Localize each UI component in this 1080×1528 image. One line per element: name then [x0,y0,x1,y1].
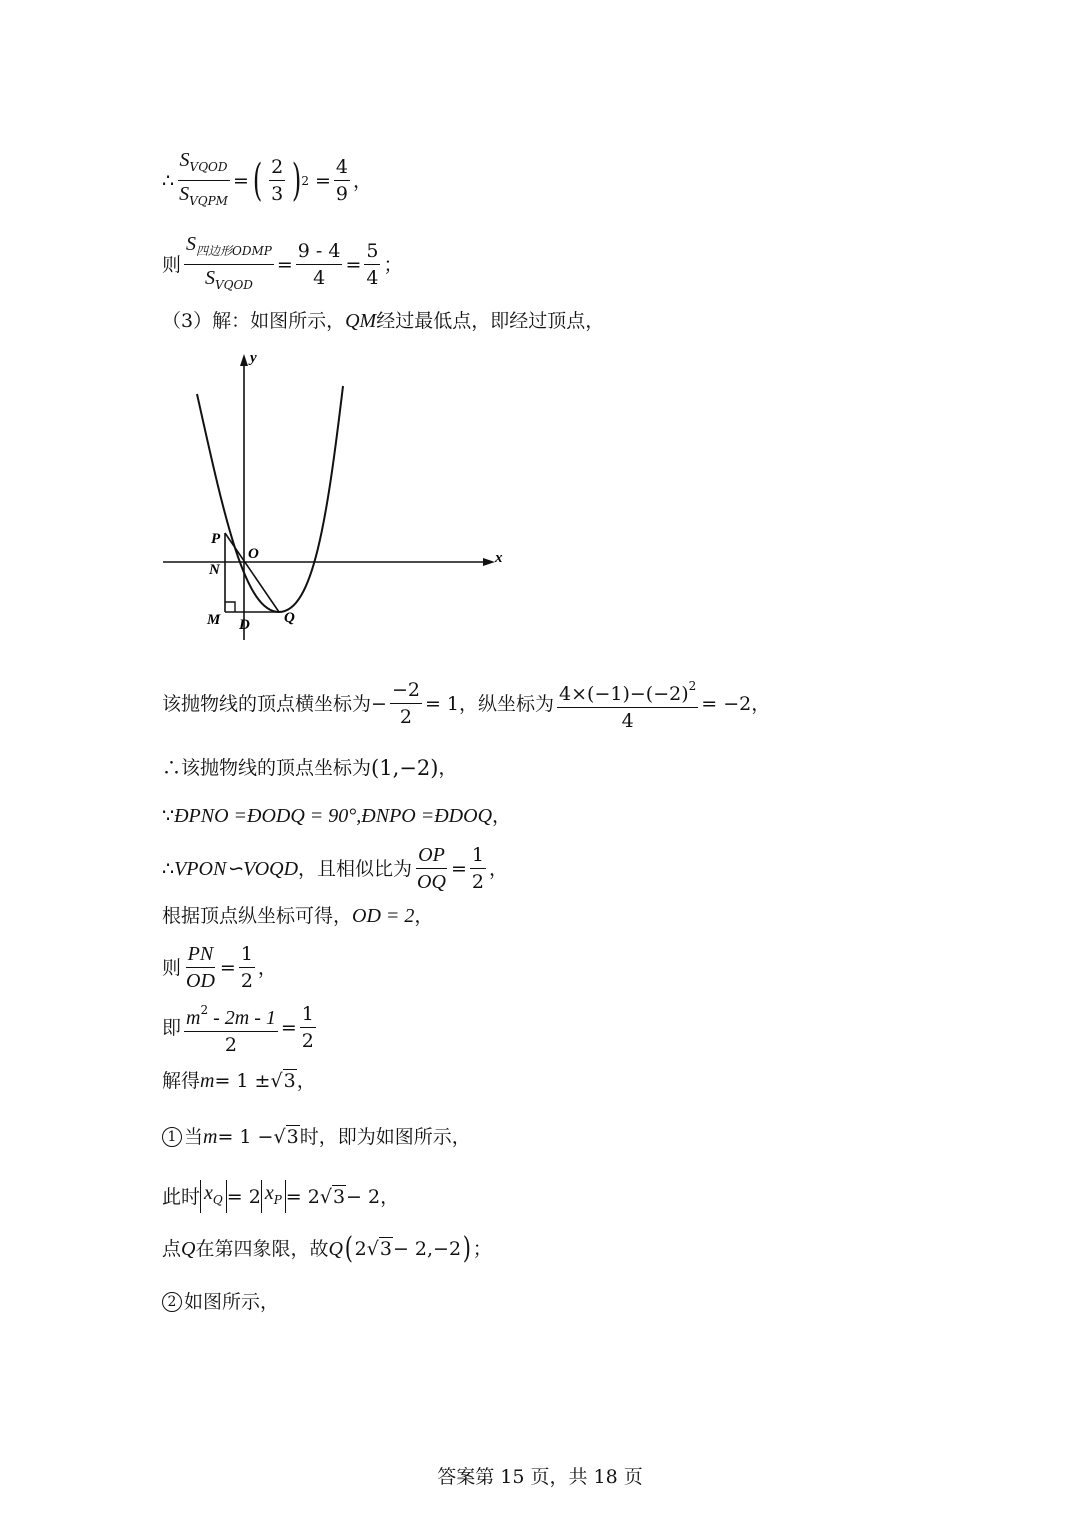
m-solution-line: 解得 m = 1 ± √3 ， [162,1070,316,1092]
xq-xp-line: 此时 $x_Q$ = 2 $x_P$ = 2 √3 − 2 ， [162,1180,399,1213]
label-d: D [239,617,250,633]
label-y: y [250,350,257,366]
circled-number-2: 2 [162,1292,182,1312]
m-equation-line: 即 $\frac{m^2 - 2m - 1}{2}$ = $\frac{1}{2}$ [162,998,319,1057]
y-axis-arrow [240,354,248,366]
x-axis-arrow [483,558,495,566]
two-thirds-fraction: $\frac{2}{3}$ [271,156,284,205]
point-q-line: 点 Q 在第四象限，故 Q ( 2 √3 − 2,−2 ) ； [162,1231,492,1266]
therefore-symbol: ∴ [162,169,175,192]
area-ratio-fraction: $\frac{S_{VQOD}}{S_{VQPM}}$ [179,149,228,208]
page-footer: 答案第 15 页，共 18 页 [437,1466,643,1488]
vertex-coordinate-line: ∴该抛物线的顶点坐标为 (1,−2) ， [162,756,458,780]
vertex-computation: 该抛物线的顶点横坐标为 − $\frac{-2}{2}$ = 1 ，纵坐标为 $\frac{4\times(-1)-(-2)^2}{4}$ = −2 ， [162,674,770,733]
ratio-line-1: ∴ $\frac{S_{VQOD}}{S_{VQPM}}$ = ( $\frac{2}{3}$ ) 2 = $\frac{4}{9}$ ， [162,148,372,213]
ratio-line-2: 则 $\frac{S_{四边形ODMP}}{S_{VQOD}}$ = $\frac{9 - 4}{4}$ = $\frac{5}{4}$ ； [162,232,402,297]
one-half-fraction: $\frac{1}{2}$ [471,844,484,893]
circled-number-1: 1 [162,1127,182,1147]
case-2-line: 2 如图所示， [162,1289,279,1315]
od-value-line: 根据顶点纵坐标可得， OD = 2 ， [162,905,434,927]
right-angle-mark [225,602,235,612]
vertex-x-fraction: $\frac{-2}{2}$ [391,679,420,728]
nine-minus-four-fraction: $\frac{9 - 4}{4}$ [297,240,341,289]
angle-equality-line: ∵ ÐPNO =ÐODQ = 90°,ÐNPO =ÐDOQ ， [162,805,512,827]
parabola-curve [197,386,343,612]
m-quadratic-fraction: $\frac{m^2 - 2m - 1}{2}$ [184,998,278,1057]
label-x: x [495,550,503,566]
pn-od-fraction: $\frac{PN}{OD}$ [186,943,215,992]
label-m: M [207,612,221,628]
sqrt-three-3: √3 [319,1185,346,1208]
sqrt-three-2: √3 [273,1126,299,1148]
label-p: P [211,531,221,547]
label-q: Q [284,610,295,626]
pn-od-ratio-line: 则 $\frac{PN}{OD}$ = $\frac{1}{2}$ ， [162,943,277,992]
label-n: N [209,562,220,578]
parabola-figure [155,350,535,640]
one-half-fraction-3: $\frac{1}{2}$ [301,1003,314,1052]
quad-area-fraction: $\frac{S_{四边形ODMP}}{S_{VQOD}}$ [186,233,272,292]
similar-triangles-line: ∴ VPON∽VOQD ，且相似比为 $\frac{OP}{OQ}$ = $\frac{1}{2}$ ， [162,844,508,893]
label-o: O [248,546,259,562]
five-fourths-fraction: $\frac{5}{4}$ [366,240,379,289]
segment-pq [225,533,279,612]
sqrt-three-4: √3 [366,1238,392,1260]
vertex-y-fraction: $\frac{4\times(-1)-(-2)^2}{4}$ [557,674,698,733]
four-ninths-fraction: $\frac{4}{9}$ [335,156,348,205]
part-3-heading: （3）解：如图所示， QM 经过最低点，即经过顶点， [162,310,605,332]
case-1-line: 1 当 m = 1 − √3 时，即为如图所示， [162,1124,471,1150]
sqrt-three: √3 [270,1070,296,1092]
op-oq-fraction: $\frac{OP}{OQ}$ [417,844,446,893]
one-half-fraction-2: $\frac{1}{2}$ [240,943,253,992]
